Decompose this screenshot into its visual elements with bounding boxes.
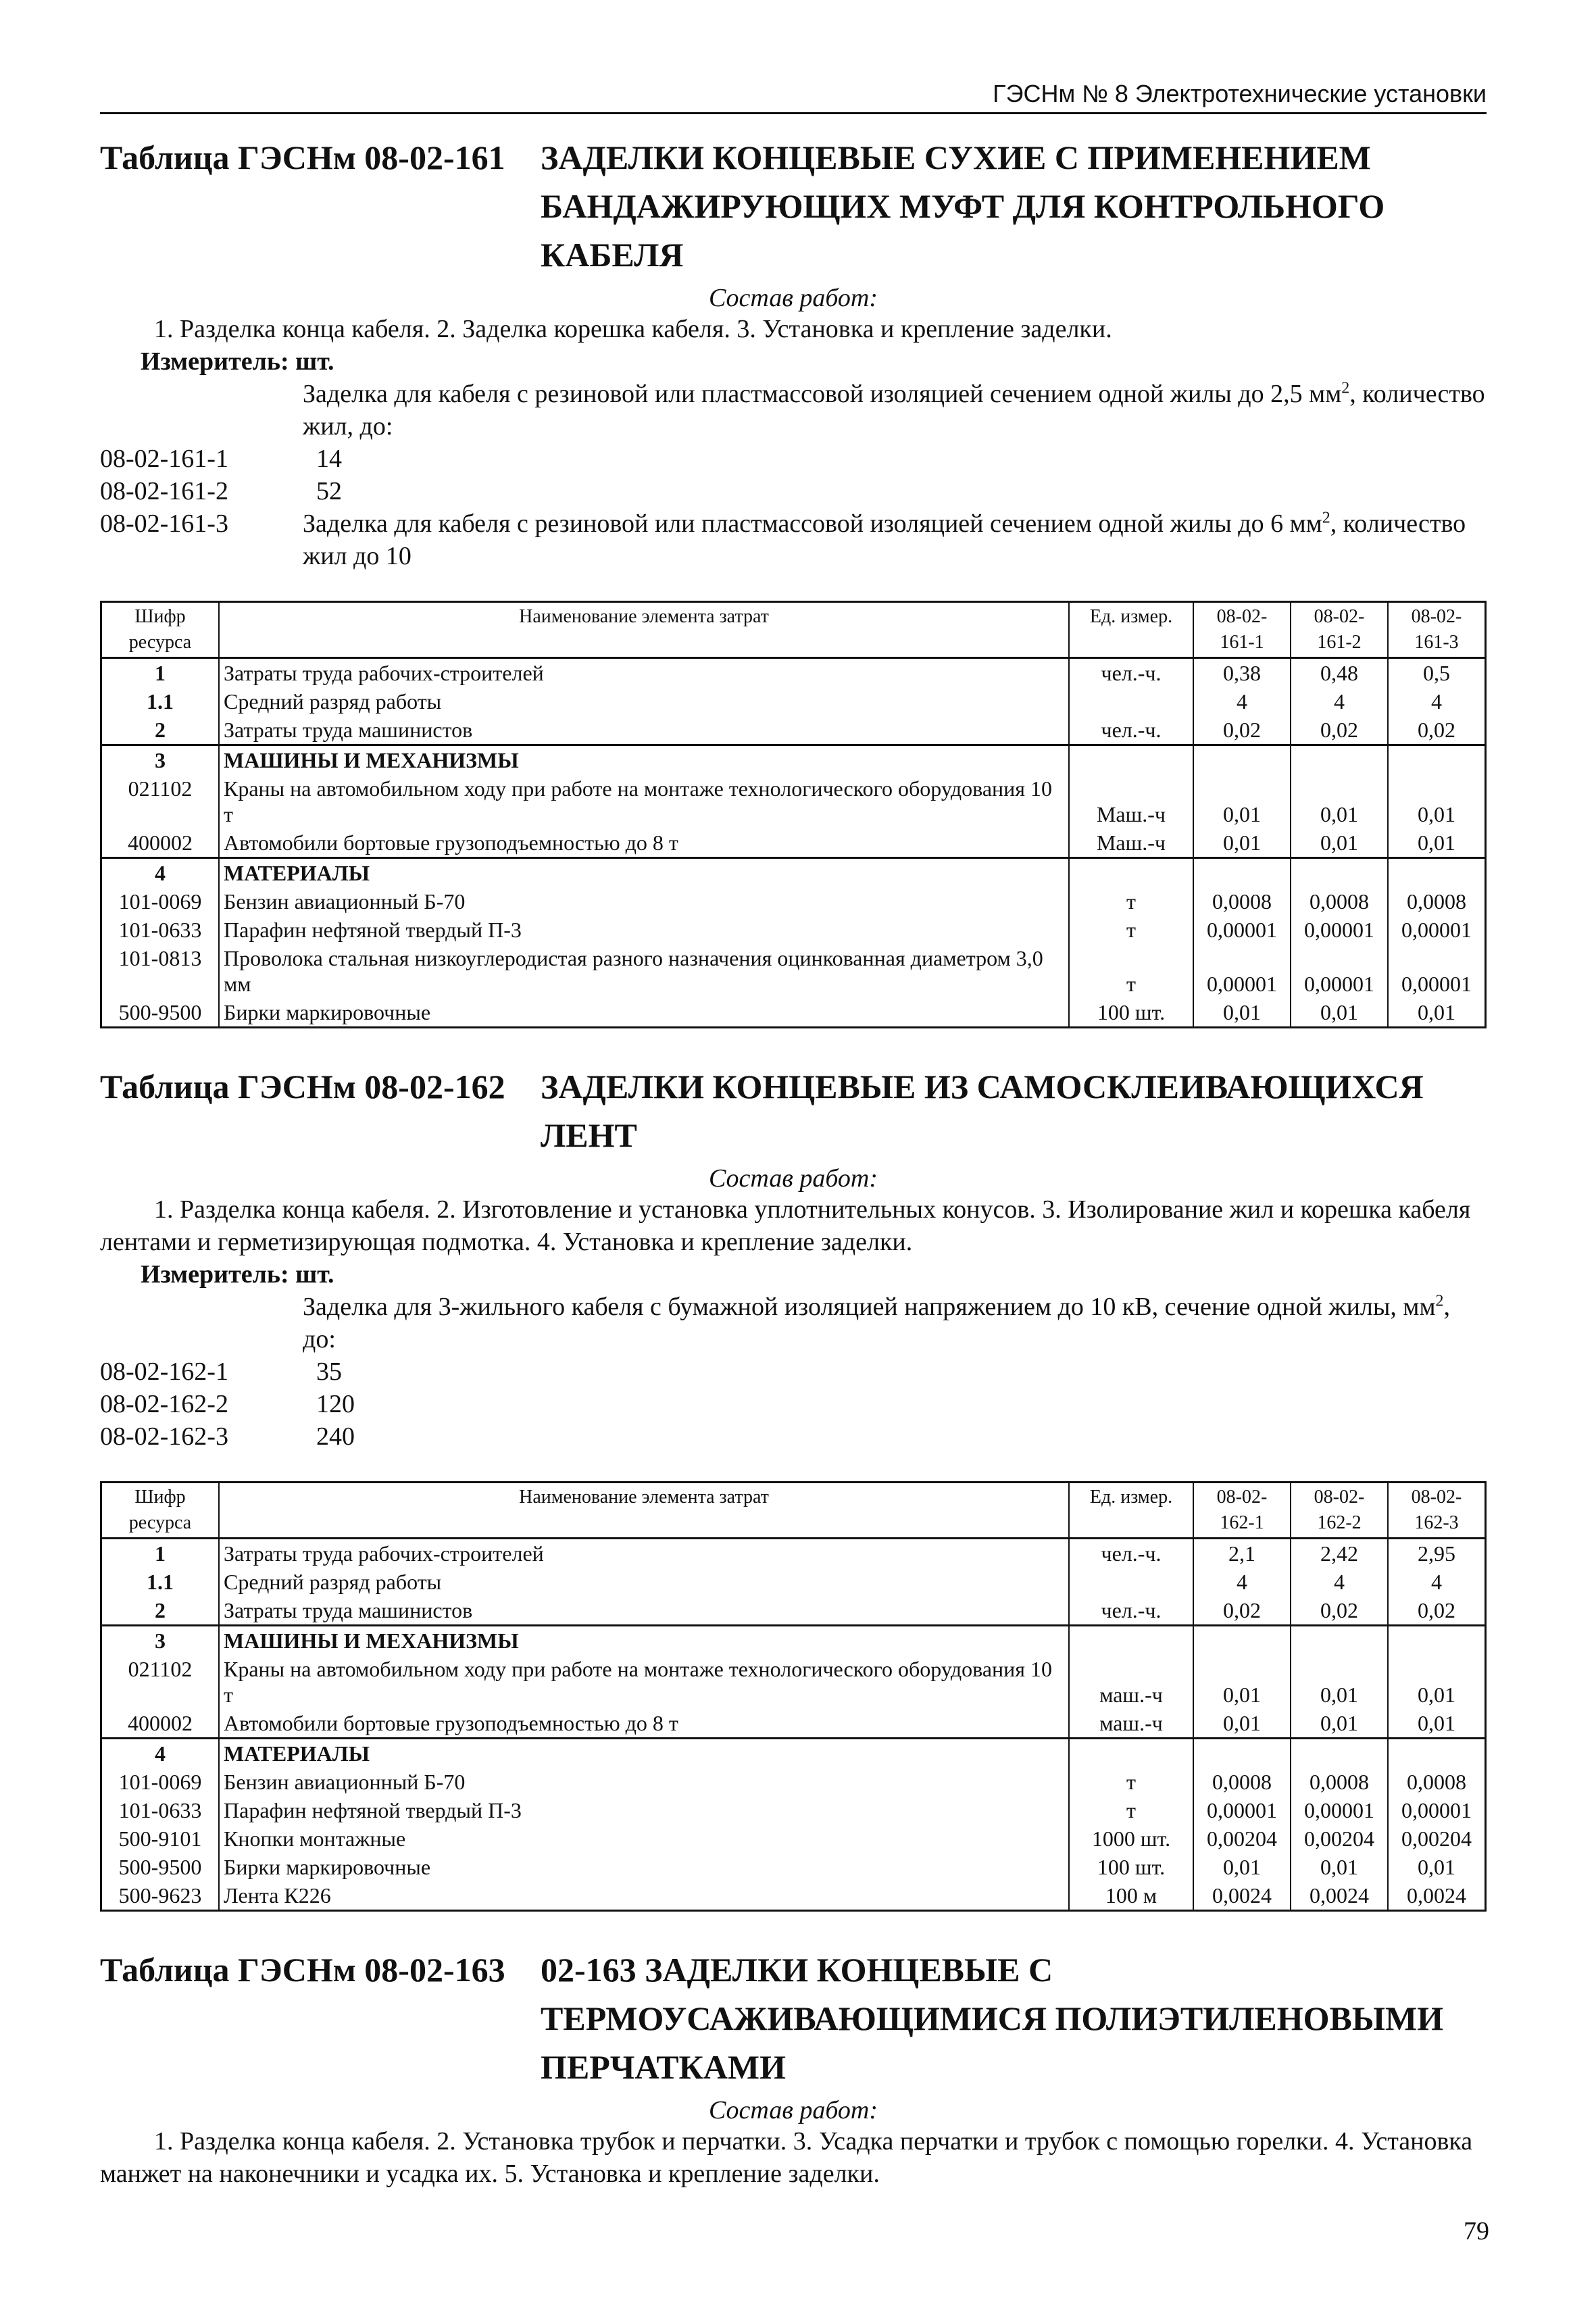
cell-value: 2,95	[1388, 1539, 1486, 1568]
table-section-162	[100, 1062, 1487, 1912]
cell-value: 0,00001	[1291, 916, 1388, 944]
table-row	[101, 1739, 1486, 1768]
norm-item: 08-02-162-2 120	[100, 1390, 355, 1418]
cell-unit: маш.-ч	[1069, 1709, 1193, 1739]
cell-value: 0,02	[1291, 716, 1388, 745]
cell-value: 0,02	[1291, 1596, 1388, 1626]
work-composition-title: Состав работ:	[708, 284, 878, 312]
cell-value: 0,00001	[1388, 944, 1486, 998]
table-row	[101, 1796, 1486, 1824]
cell-unit: маш.-ч	[1069, 1655, 1193, 1709]
cell-name: МАШИНЫ И МЕХАНИЗМЫ	[219, 1626, 1069, 1656]
cell-value: 0,01	[1291, 998, 1388, 1028]
header-unit: Ед. измер.	[1069, 602, 1193, 658]
cell-code: 3	[101, 745, 220, 775]
table-row	[101, 1768, 1486, 1796]
cell-unit	[1069, 1626, 1193, 1656]
cell-value: 0,01	[1193, 998, 1291, 1028]
cell-value: 0,00001	[1291, 1796, 1388, 1824]
cell-unit: 100 шт.	[1069, 1853, 1193, 1881]
cell-code: 021102	[101, 1655, 220, 1709]
header-norm: 08-02- 161-3	[1388, 602, 1486, 658]
cell-unit: т	[1069, 944, 1193, 998]
cell-code: 101-0069	[101, 887, 220, 916]
cell-code: 500-9623	[101, 1881, 220, 1911]
cell-code: 021102	[101, 774, 220, 828]
cell-name: МАШИНЫ И МЕХАНИЗМЫ	[219, 745, 1069, 775]
table-row	[101, 1539, 1486, 1568]
cell-value	[1291, 858, 1388, 888]
header-name: Наименование элемента затрат	[219, 1483, 1069, 1539]
cell-value: 0,00204	[1291, 1824, 1388, 1853]
cell-value	[1388, 858, 1486, 888]
cell-unit: 100 м	[1069, 1881, 1193, 1911]
cell-value: 0,0008	[1291, 887, 1388, 916]
table-row	[101, 687, 1486, 716]
cell-value: 0,00204	[1388, 1824, 1486, 1853]
cell-unit	[1069, 858, 1193, 888]
cell-value: 0,00204	[1193, 1824, 1291, 1853]
cell-name: Бирки маркировочные	[219, 1853, 1069, 1881]
cell-unit	[1069, 1739, 1193, 1768]
header-code: Шифр ресурса	[101, 1483, 220, 1539]
cell-name: Средний разряд работы	[219, 687, 1069, 716]
work-composition-title: Состав работ:	[708, 1164, 878, 1193]
resource-table	[100, 601, 1487, 1028]
cell-value: 4	[1291, 1568, 1388, 1596]
work-composition-text: 1. Разделка конца кабеля. 2. Изготовление и установка уплотнительных конусов. 3. Изолирование жил и корешка кабеля лентами и герметизирующая подмотка. 4. Установка и крепление заделки.	[100, 1195, 1471, 1256]
cell-value: 0,0008	[1193, 1768, 1291, 1796]
cell-unit: чел.-ч.	[1069, 1539, 1193, 1568]
cell-value: 0,01	[1193, 828, 1291, 858]
cell-value	[1193, 858, 1291, 888]
cell-name: МАТЕРИАЛЫ	[219, 1739, 1069, 1768]
header-name: Наименование элемента затрат	[219, 602, 1069, 658]
cell-value: 4	[1193, 1568, 1291, 1596]
cell-value	[1193, 745, 1291, 775]
cell-name: Краны на автомобильном ходу при работе на монтаже технологического оборудования 10 т	[219, 774, 1069, 828]
cell-value: 0,00001	[1388, 916, 1486, 944]
cell-unit: т	[1069, 916, 1193, 944]
meter-unit: Измеритель: шт.	[141, 347, 334, 376]
cell-unit	[1069, 745, 1193, 775]
cell-name: Бирки маркировочные	[219, 998, 1069, 1028]
meter-unit: Измеритель: шт.	[141, 1260, 334, 1289]
norm-item: 08-02-161-3 Заделка для кабеля с резиновой или пластмассовой изоляцией сечением одной жилы до 6 $мм^2$, количество жил до 10	[100, 509, 1466, 570]
table-row	[101, 916, 1486, 944]
cell-code: 101-0813	[101, 944, 220, 998]
cell-value: 0,00001	[1291, 944, 1388, 998]
cell-value: 0,0024	[1193, 1881, 1291, 1911]
cell-code: 1	[101, 1539, 220, 1568]
cell-code: 101-0069	[101, 1768, 220, 1796]
table-row	[101, 1881, 1486, 1911]
cell-value	[1193, 1626, 1291, 1656]
table-title: 02-163 ЗАДЕЛКИ КОНЦЕВЫЕ С ТЕРМОУСАЖИВАЮЩИМИСЯ ПОЛИЭТИЛЕНОВЫМИ ПЕРЧАТКАМИ	[541, 1951, 1444, 2086]
cell-value: 0,48	[1291, 658, 1388, 688]
cell-name: Бензин авиационный Б-70	[219, 1768, 1069, 1796]
cell-value: 0,00001	[1388, 1796, 1486, 1824]
cell-value: 0,01	[1388, 774, 1486, 828]
resource-rows	[101, 658, 1486, 1028]
cell-value: 0,01	[1388, 828, 1486, 858]
cell-value	[1291, 1739, 1388, 1768]
cell-value: 2,1	[1193, 1539, 1291, 1568]
table-title: ЗАДЕЛКИ КОНЦЕВЫЕ ИЗ САМОСКЛЕИВАЮЩИХСЯ ЛЕНТ	[541, 1068, 1424, 1154]
cell-value: 0,0008	[1193, 887, 1291, 916]
table-row	[101, 998, 1486, 1028]
cell-value: 0,01	[1388, 1655, 1486, 1709]
cell-value: 0,01	[1193, 1655, 1291, 1709]
cell-name: Проволока стальная низкоуглеродистая разного назначения оцинкованная диаметром 3,0 мм	[219, 944, 1069, 998]
cell-code: 4	[101, 858, 220, 888]
cell-value: 0,01	[1388, 1853, 1486, 1881]
cell-unit: т	[1069, 1796, 1193, 1824]
header-unit: Ед. измер.	[1069, 1483, 1193, 1539]
table-title: ЗАДЕЛКИ КОНЦЕВЫЕ СУХИЕ С ПРИМЕНЕНИЕМ БАНДАЖИРУЮЩИХ МУФТ ДЛЯ КОНТРОЛЬНОГО КАБЕЛЯ	[541, 139, 1385, 274]
table-row	[101, 1626, 1486, 1656]
cell-value: 4	[1388, 1568, 1486, 1596]
table-row	[101, 1655, 1486, 1709]
table-row	[101, 944, 1486, 998]
cell-value: 0,0024	[1291, 1881, 1388, 1911]
cell-name: Парафин нефтяной твердый П-3	[219, 916, 1069, 944]
table-row	[101, 828, 1486, 858]
cell-code: 101-0633	[101, 1796, 220, 1824]
cell-name: Лента К226	[219, 1881, 1069, 1911]
cell-unit: Маш.-ч	[1069, 828, 1193, 858]
cell-code: 500-9101	[101, 1824, 220, 1853]
cell-name: Краны на автомобильном ходу при работе на монтаже технологического оборудования 10 т	[219, 1655, 1069, 1709]
table-row	[101, 1568, 1486, 1596]
table-row	[101, 1709, 1486, 1739]
header-code: Шифр ресурса	[101, 602, 220, 658]
cell-value: 0,02	[1388, 1596, 1486, 1626]
cell-value: 0,01	[1291, 1853, 1388, 1881]
cell-value: 0,00001	[1193, 1796, 1291, 1824]
header-norm: 08-02- 162-3	[1388, 1483, 1486, 1539]
table-section-163	[100, 1945, 1487, 2190]
cell-value: 0,02	[1193, 1596, 1291, 1626]
norm-condition: Заделка для кабеля с резиновой или пластмассовой изоляцией сечением одной жилы до 2,5 $мм^2$, количество жил, до:	[303, 379, 1485, 441]
header-norm: 08-02- 162-1	[1193, 1483, 1291, 1539]
cell-name: Парафин нефтяной твердый П-3	[219, 1796, 1069, 1824]
cell-name: Средний разряд работы	[219, 1568, 1069, 1596]
table-row	[101, 887, 1486, 916]
cell-code: 101-0633	[101, 916, 220, 944]
norm-item: 08-02-161-2 52	[100, 477, 342, 505]
table-row	[101, 658, 1486, 688]
cell-value: 2,42	[1291, 1539, 1388, 1568]
cell-name: Автомобили бортовые грузоподъемностью до 8 т	[219, 828, 1069, 858]
cell-code: 2	[101, 1596, 220, 1626]
cell-value	[1291, 1626, 1388, 1656]
cell-code: 500-9500	[101, 1853, 220, 1881]
cell-code: 1	[101, 658, 220, 688]
cell-unit: 100 шт.	[1069, 998, 1193, 1028]
header-norm: 08-02- 162-2	[1291, 1483, 1388, 1539]
work-composition-text: 1. Разделка конца кабеля. 2. Заделка корешка кабеля. 3. Установка и крепление заделки.	[154, 315, 1112, 343]
cell-value: 0,01	[1291, 1709, 1388, 1739]
norm-item: 08-02-161-1 14	[100, 445, 342, 473]
cell-value: 0,01	[1291, 774, 1388, 828]
cell-name: Затраты труда рабочих-строителей	[219, 658, 1069, 688]
table-row	[101, 1824, 1486, 1853]
table-row	[101, 745, 1486, 775]
cell-value: 0,0024	[1388, 1881, 1486, 1911]
cell-value: 0,01	[1193, 1709, 1291, 1739]
cell-value: 0,00001	[1193, 916, 1291, 944]
cell-value: 4	[1388, 687, 1486, 716]
resource-rows	[101, 1539, 1486, 1911]
page-number: 79	[1464, 2217, 1489, 2245]
cell-unit: т	[1069, 1768, 1193, 1796]
cell-value: 0,02	[1388, 716, 1486, 745]
cell-value: 0,02	[1193, 716, 1291, 745]
cell-unit: чел.-ч.	[1069, 716, 1193, 745]
running-header: ГЭСНм № 8 Электротехнические установки	[100, 80, 1487, 114]
cell-unit: Маш.-ч	[1069, 774, 1193, 828]
cell-unit	[1069, 687, 1193, 716]
document-page	[100, 80, 1487, 2190]
cell-unit: 1000 шт.	[1069, 1824, 1193, 1853]
cell-name: Затраты труда машинистов	[219, 716, 1069, 745]
table-label: Таблица ГЭСНм 08-02-163	[100, 1951, 505, 1989]
cell-unit	[1069, 1568, 1193, 1596]
norm-condition: Заделка для 3-жильного кабеля с бумажной изоляцией напряжением до 10 кВ, сечение одной жилы, $мм^2$, до:	[303, 1292, 1450, 1353]
cell-value	[1291, 745, 1388, 775]
cell-value: 0,5	[1388, 658, 1486, 688]
cell-name: Затраты труда машинистов	[219, 1596, 1069, 1626]
cell-name: МАТЕРИАЛЫ	[219, 858, 1069, 888]
cell-value: 0,01	[1388, 998, 1486, 1028]
header-norm: 08-02- 161-2	[1291, 602, 1388, 658]
table-row	[101, 716, 1486, 745]
cell-value: 0,01	[1291, 828, 1388, 858]
cell-code: 1.1	[101, 687, 220, 716]
cell-value: 4	[1291, 687, 1388, 716]
table-row	[101, 1596, 1486, 1626]
cell-name: Автомобили бортовые грузоподъемностью до 8 т	[219, 1709, 1069, 1739]
cell-unit: чел.-ч.	[1069, 658, 1193, 688]
cell-value: 0,01	[1193, 774, 1291, 828]
cell-code: 3	[101, 1626, 220, 1656]
resource-table	[100, 1481, 1487, 1912]
cell-value: 0,01	[1193, 1853, 1291, 1881]
norm-item: 08-02-162-1 35	[100, 1358, 342, 1386]
cell-value: 0,0008	[1388, 887, 1486, 916]
cell-value	[1193, 1739, 1291, 1768]
cell-value: 0,00001	[1193, 944, 1291, 998]
work-composition-text: 1. Разделка конца кабеля. 2. Установка трубок и перчатки. 3. Усадка перчатки и трубок с помощью горелки. 4. Установка манжет на наконечники и усадка их. 5. Установка и крепление заделки.	[100, 2127, 1473, 2188]
cell-value: 0,0008	[1388, 1768, 1486, 1796]
cell-value: 0,01	[1291, 1655, 1388, 1709]
table-section-161	[100, 133, 1487, 1028]
table-label: Таблица ГЭСНм 08-02-161	[100, 139, 505, 176]
cell-value: 0,38	[1193, 658, 1291, 688]
header-norm: 08-02- 161-1	[1193, 602, 1291, 658]
cell-value	[1388, 1739, 1486, 1768]
cell-code: 4	[101, 1739, 220, 1768]
work-composition-title: Состав работ:	[708, 2096, 878, 2124]
cell-unit: т	[1069, 887, 1193, 916]
cell-code: 1.1	[101, 1568, 220, 1596]
cell-code: 500-9500	[101, 998, 220, 1028]
cell-value	[1388, 745, 1486, 775]
table-label: Таблица ГЭСНм 08-02-162	[100, 1068, 505, 1105]
table-row	[101, 1853, 1486, 1881]
cell-code: 400002	[101, 1709, 220, 1739]
cell-unit: чел.-ч.	[1069, 1596, 1193, 1626]
norm-item: 08-02-162-3 240	[100, 1422, 355, 1451]
cell-code: 400002	[101, 828, 220, 858]
table-row	[101, 774, 1486, 828]
cell-name: Затраты труда рабочих-строителей	[219, 1539, 1069, 1568]
cell-value: 0,01	[1388, 1709, 1486, 1739]
table-row	[101, 858, 1486, 888]
cell-name: Кнопки монтажные	[219, 1824, 1069, 1853]
cell-value	[1388, 1626, 1486, 1656]
cell-code: 2	[101, 716, 220, 745]
cell-value: 4	[1193, 687, 1291, 716]
cell-value: 0,0008	[1291, 1768, 1388, 1796]
cell-name: Бензин авиационный Б-70	[219, 887, 1069, 916]
